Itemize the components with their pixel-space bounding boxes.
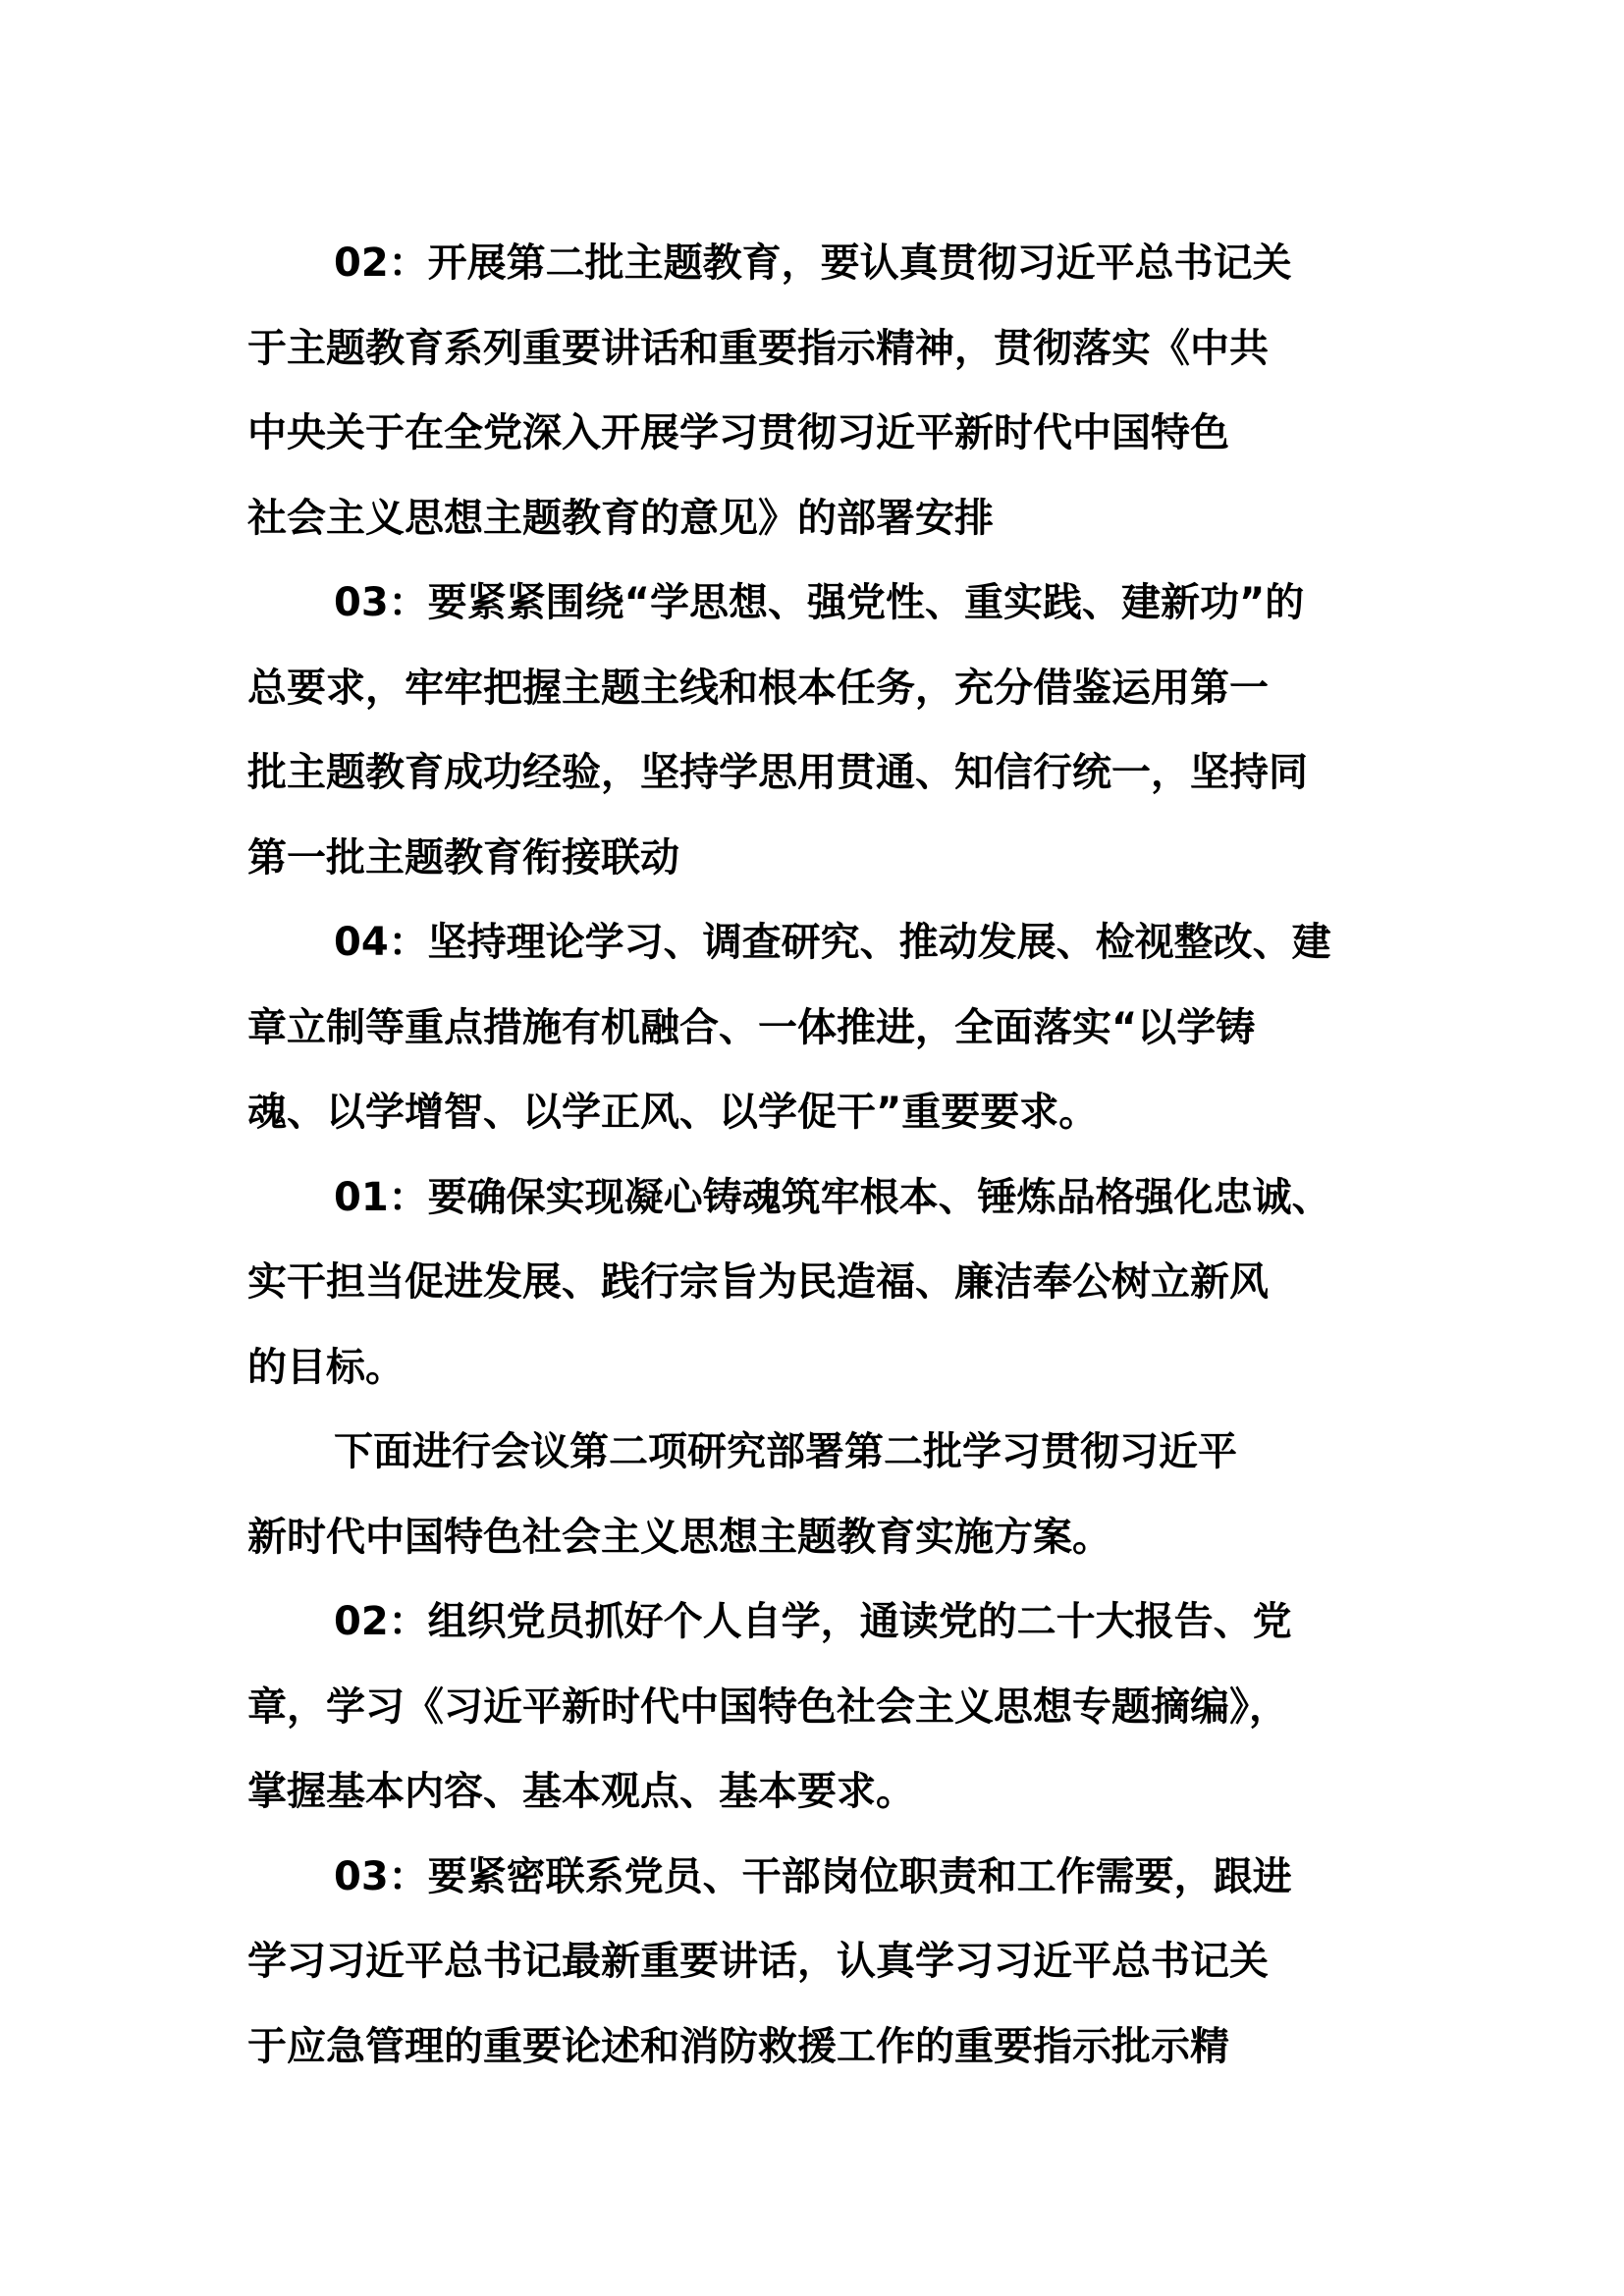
paragraph-2 xyxy=(247,561,1406,900)
text-line: 02：组织党员抓好个人自学，通读党的二十大报告、党 xyxy=(334,1599,1292,1644)
text-line: 掌握基本内容、基本观点、基本要求。 xyxy=(247,1769,915,1814)
text-line: 新时代中国特色社会主义思想主题教育实施方案。 xyxy=(247,1514,1111,1560)
paragraph-5 xyxy=(247,1410,1406,1579)
text-line: 01：要确保实现凝心铸魂筑牢根本、锤炼品格强化忠诚、 xyxy=(334,1174,1331,1220)
text-line: 下面进行会议第二项研究部署第二批学习贯彻习近平 xyxy=(334,1429,1237,1474)
text-line: 章立制等重点措施有机融合、一体推进，全面落实“以学铸 xyxy=(247,1004,1256,1050)
paragraph-3 xyxy=(247,900,1406,1155)
paragraph-7 xyxy=(247,1835,1406,2090)
text-line: 02：开展第二批主题教育，要认真贯彻习近平总书记关 xyxy=(334,240,1292,286)
text-line: 03：要紧紧围绕“学思想、强党性、重实践、建新功”的 xyxy=(334,580,1305,625)
text-line: 总要求，牢牢把握主题主线和根本任务，充分借鉴运用第一 xyxy=(247,665,1269,711)
text-line: 批主题教育成功经验，坚持学思用贯通、知信行统一，坚持同 xyxy=(247,750,1308,795)
text-line: 实干担当促进发展、践行宗旨为民造福、廉洁奉公树立新风 xyxy=(247,1259,1269,1305)
paragraph-6 xyxy=(247,1579,1406,1835)
text-line: 于主题教育系列重要讲话和重要指示精神，贯彻落实《中共 xyxy=(247,325,1269,371)
text-line: 于应急管理的重要论述和消防救援工作的重要指示批示精 xyxy=(247,2023,1229,2069)
paragraph-1 xyxy=(247,221,1406,561)
text-line: 04：坚持理论学习、调查研究、推动发展、检视整改、建 xyxy=(334,920,1331,965)
text-line: 社会主义思想主题教育的意见》的部署安排 xyxy=(247,495,994,541)
text-line: 03：要紧密联系党员、干部岗位职责和工作需要，跟进 xyxy=(334,1853,1292,1899)
text-line: 的目标。 xyxy=(247,1344,405,1390)
paragraph-4 xyxy=(247,1155,1406,1411)
text-line: 第一批主题教育衔接联动 xyxy=(247,834,679,881)
document-page xyxy=(247,221,1406,2089)
text-line: 中央关于在全党深入开展学习贯彻习近平新时代中国特色 xyxy=(247,410,1229,455)
text-line: 学习习近平总书记最新重要讲话，认真学习习近平总书记关 xyxy=(247,1939,1269,1984)
text-line: 魂、以学增智、以学正风、以学促干”重要要求。 xyxy=(247,1090,1099,1135)
text-line: 章，学习《习近平新时代中国特色社会主义思想专题摘编》， xyxy=(247,1683,1288,1730)
